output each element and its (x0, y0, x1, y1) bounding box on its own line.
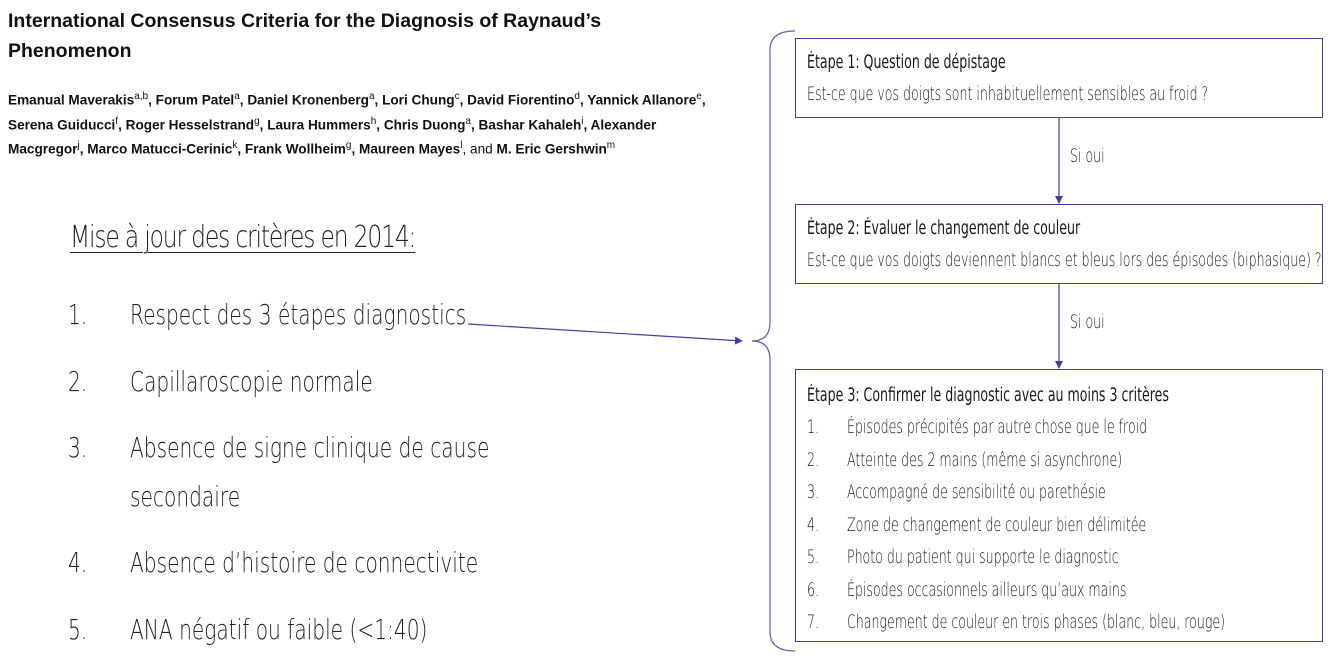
author-separator: , (239, 92, 248, 108)
author-separator: , (237, 141, 245, 157)
criterion-number: 5. (68, 613, 88, 646)
author-affiliation: a (234, 91, 240, 102)
criterion-number: 4. (68, 546, 88, 579)
criterion-text: Absence de signe clinique de cause (130, 431, 490, 464)
step3-box (795, 369, 1323, 642)
author-separator: , (374, 92, 383, 108)
author-name: David Fiorentino (467, 92, 575, 108)
author-affiliation: a,b (134, 91, 149, 102)
step3-criterion-number: 5. (807, 547, 820, 568)
criterion-text: Respect des 3 étapes diagnostics (130, 298, 467, 331)
author-name: M. Eric Gershwin (496, 141, 607, 157)
arrow2-label: Si oui (1070, 312, 1105, 333)
step3-criterion-text: Zone de changement de couleur bien délimitée (847, 514, 1147, 536)
author-separator: , (148, 92, 156, 108)
author-affiliation: g (345, 140, 352, 152)
step3-criterion-number: 7. (807, 612, 820, 633)
author-separator: , (583, 117, 591, 133)
author-name: Frank Wollheim (244, 141, 346, 157)
author-affiliation: c (454, 91, 460, 102)
author-affiliation: l (460, 140, 463, 152)
author-affiliation: i (581, 115, 584, 127)
author-name: Alexander Macgregor (8, 117, 657, 157)
step3-criterion-text: Atteinte des 2 mains (même si asynchrone) (847, 449, 1123, 471)
author-affiliation: d (574, 91, 580, 102)
author-separator: , (470, 117, 479, 133)
author-separator: , (118, 117, 126, 133)
author-name: Chris Duong (383, 117, 466, 133)
step3-criterion-number: 4. (807, 514, 820, 536)
author-name: Laura Hummers (267, 117, 371, 133)
author-name: Maureen Mayes (359, 141, 461, 157)
step3-criterion-number: 3. (807, 482, 820, 503)
criterion-number: 2. (68, 365, 88, 398)
author-name: Forum Patel (155, 92, 235, 108)
author-affiliation: a (368, 91, 375, 102)
step3-criterion (807, 510, 1322, 543)
author-separator: , (376, 117, 384, 133)
author-name: Daniel Kronenberg (247, 92, 369, 108)
author-separator: , and (462, 141, 497, 157)
step2-title: Étape 2: Évaluer le changement de couleur (807, 218, 1081, 239)
step1-title: Étape 1: Question de dépistage (807, 52, 1006, 73)
criterion-text: Capillaroscopie normale (130, 365, 373, 398)
criterion-text: ANA négatif ou faible (<1:40) (130, 613, 428, 646)
update-heading: Mise à jour des critères en 2014: (70, 220, 416, 255)
author-separator: , (351, 141, 359, 157)
author-name: Yannick Allanore (587, 92, 697, 108)
step3-title: Étape 3: Confirmer le diagnostic avec au moins 3 critères (807, 385, 1169, 406)
author-separator: , (79, 141, 88, 157)
step1-box (795, 38, 1323, 118)
criterion-number: 3. (68, 431, 88, 464)
author-separator: , (579, 92, 588, 108)
author-affiliation: f (115, 115, 119, 127)
step3-criterion-number: 2. (807, 449, 820, 471)
author-name: Roger Hesselstrand (125, 117, 255, 133)
criterion-text-continued: secondaire (130, 480, 241, 513)
step3-criterion-text: Changement de couleur en trois phases (blanc, bleu, rouge) (847, 612, 1226, 633)
step2-question: Est-ce que vos doigts deviennent blancs et bleus lors des épisodes (biphasique) ? (807, 250, 1322, 271)
author-name: Emanual Maverakis (8, 92, 135, 108)
step3-criterion-text: Épisodes occasionnels ailleurs qu’aux mains (847, 579, 1127, 601)
author-separator: , (459, 92, 468, 108)
author-affiliation: g (254, 115, 260, 127)
author-affiliation: h (370, 115, 377, 127)
step3-criterion (807, 477, 1322, 510)
step3-criterion-number: 6. (807, 579, 820, 601)
criterion-number: 1. (68, 298, 88, 331)
step1-question: Est-ce que vos doigts sont inhabituellement sensibles au froid ? (807, 84, 1209, 105)
step3-criterion-text: Photo du patient qui supporte le diagnostic (847, 547, 1119, 568)
author-name: Serena Guiducci (8, 117, 116, 133)
step3-criterion-number: 1. (807, 417, 820, 438)
author-name: Bashar Kahaleh (478, 117, 582, 133)
author-separator: , (259, 117, 268, 133)
step3-criterion-text: Accompagné de sensibilité ou parethésie (847, 482, 1106, 503)
author-affiliation: a (465, 115, 471, 127)
author-name: Marco Matucci-Cerinic (87, 141, 233, 157)
step3-criterion (807, 607, 1322, 640)
step3-criterion-text: Épisodes précipités par autre chose que le froid (847, 417, 1148, 438)
criterion-text: Absence d’histoire de connectivite (130, 546, 479, 579)
step3-criterion (807, 412, 1322, 445)
author-affiliation: e (696, 91, 702, 102)
arrow1-label: Si oui (1070, 146, 1105, 167)
author-name: Lori Chung (382, 92, 455, 108)
author-affiliation: j (77, 140, 80, 152)
curly-bracket (752, 31, 795, 651)
pointer-arrow (468, 324, 742, 341)
author-affiliation: k (232, 140, 238, 152)
author-separator: , (701, 92, 706, 108)
author-affiliation: m (606, 140, 616, 152)
step2-box (795, 204, 1323, 284)
step3-criterion (807, 575, 1322, 608)
paper-title: International Consensus Criteria for the Diagnosis of Raynaud’s Phenomenon (8, 10, 602, 62)
step3-criterion (807, 542, 1322, 575)
step3-criterion (807, 445, 1322, 478)
